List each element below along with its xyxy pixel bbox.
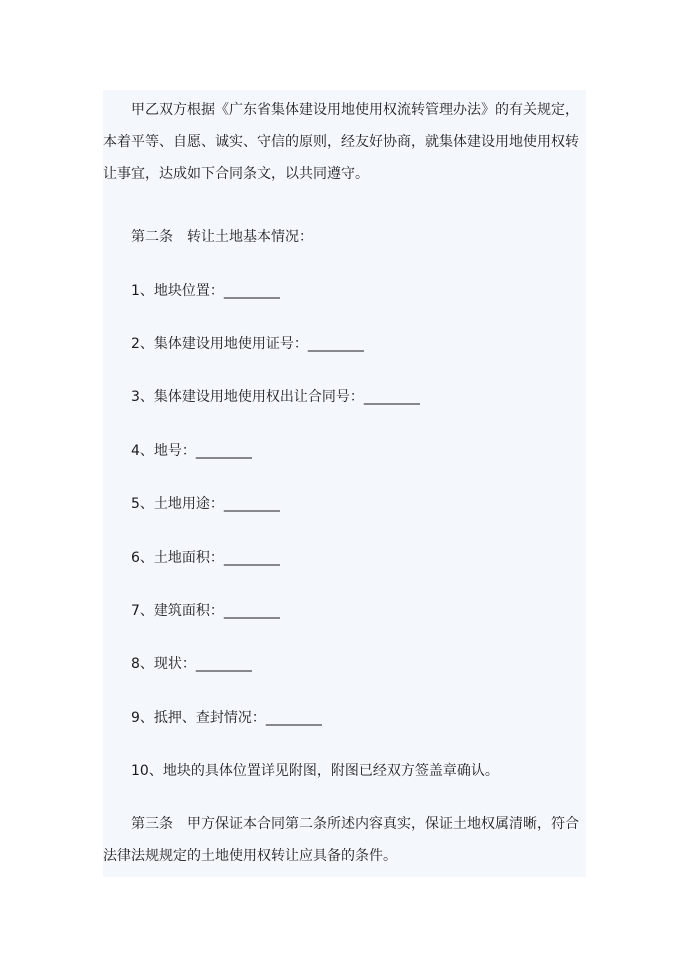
item-blank: ________ [195,656,252,672]
intro-line-2: 本着平等、自愿、诚实、守信的原则，经友好协商，就集体建设用地使用权转 [103,134,579,150]
list-item-10: 10、地块的具体位置详见附图，附图已经双方签盖章确认。 [131,763,499,779]
item-blank: ________ [223,550,280,566]
item-blank: ________ [363,389,420,405]
item-blank: ________ [265,710,322,726]
item-label: 4、地号： [131,443,196,459]
item-label: 5、土地用途： [131,496,224,512]
list-item [131,548,280,568]
list-item [131,494,280,514]
item-label: 7、建筑面积： [131,603,224,619]
document-page [103,90,586,877]
item-label: 1、地块位置： [131,283,224,299]
item-blank: ________ [195,443,252,459]
list-item [131,601,280,621]
item-blank: ________ [223,603,280,619]
intro-line-3: 让事宜，达成如下合同条文，以共同遵守。 [103,166,369,182]
list-item [131,334,364,354]
intro-line-1: 甲乙双方根据《广东省集体建设用地使用权流转管理办法》的有关规定， [131,102,579,118]
item-label: 3、集体建设用地使用权出让合同号： [131,389,364,405]
list-item [131,281,280,301]
item-blank: ________ [223,283,280,299]
article-2-heading: 第二条 转让土地基本情况： [131,229,313,245]
item-label: 6、土地面积： [131,550,224,566]
article-3-line-2: 法律法规规定的土地使用权转让应具备的条件。 [103,848,397,864]
list-item [131,441,252,461]
item-label: 8、现状： [131,656,196,672]
list-item [131,708,322,728]
item-label: 2、集体建设用地使用证号： [131,336,308,352]
item-blank: ________ [223,496,280,512]
list-item [131,654,252,674]
item-blank: ________ [307,336,364,352]
article-3-line-1: 第三条 甲方保证本合同第二条所述内容真实，保证土地权属清晰，符合 [131,816,579,832]
list-item [131,387,420,407]
item-label: 9、抵押、查封情况： [131,710,266,726]
